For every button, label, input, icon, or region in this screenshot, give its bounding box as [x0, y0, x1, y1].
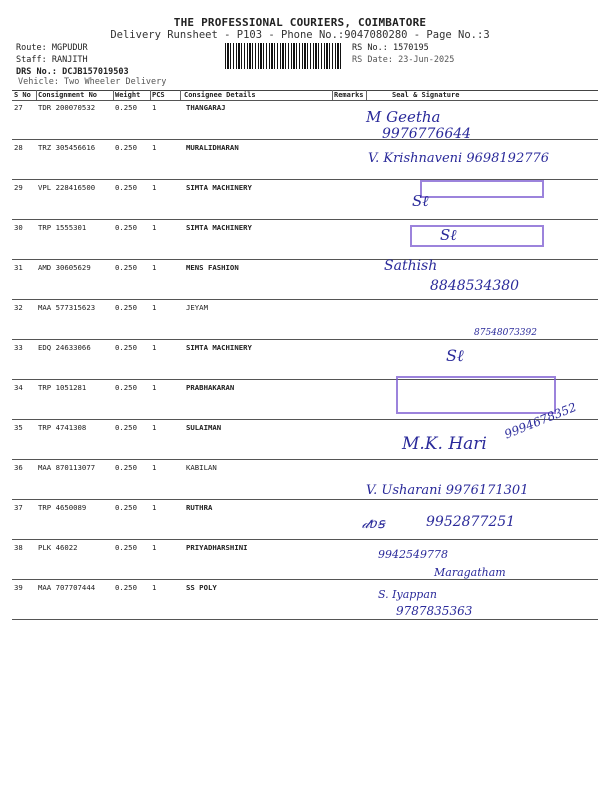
table-top-rule: [12, 90, 598, 91]
row-rule: [12, 579, 598, 580]
column-separator: [113, 90, 114, 100]
signature-row-38-phone2: 9942549778: [378, 548, 448, 561]
cell-sno: 30: [14, 223, 23, 232]
cell-weight: 0.250: [115, 463, 137, 472]
barcode: [225, 43, 343, 69]
cell-weight: 0.250: [115, 263, 137, 272]
signature-row-31-name: Sathish: [384, 258, 438, 274]
row-rule: [12, 139, 598, 140]
cell-weight: 0.250: [115, 423, 137, 432]
signature-row-39-phone: 9787835363: [396, 604, 473, 618]
cell-sno: 38: [14, 543, 23, 552]
column-header: PCS: [152, 91, 165, 99]
row-rule: [12, 499, 598, 500]
route-label: Route:: [16, 43, 47, 53]
cell-consignee: MENS FASHION: [186, 263, 239, 272]
cell-pcs: 1: [152, 583, 157, 592]
cell-consignee: KABILAN: [186, 463, 217, 472]
cell-cno: TRP 4650089: [38, 503, 87, 512]
cell-weight: 0.250: [115, 343, 137, 352]
cell-sno: 35: [14, 423, 23, 432]
row-rule: [12, 619, 598, 620]
row-rule: [12, 459, 598, 460]
rs-date-label: RS Date:: [352, 55, 393, 65]
drs-value: DCJB157019503: [62, 67, 129, 77]
staff-value: RANJITH: [51, 55, 88, 65]
row-rule: [12, 259, 598, 260]
route-line: [16, 43, 88, 53]
signature-row-27-phone: 9976776644: [382, 126, 472, 142]
staff-label: Staff:: [16, 55, 47, 65]
cell-weight: 0.250: [115, 583, 137, 592]
cell-pcs: 1: [152, 423, 157, 432]
signature-row-35-phone: 9994678352: [502, 399, 579, 442]
table-header-rule: [12, 100, 598, 101]
cell-cno: PLK 46022: [38, 543, 78, 552]
staff-line: [16, 55, 88, 65]
rs-date-value: 23-Jun-2025: [398, 55, 455, 65]
cell-sno: 36: [14, 463, 23, 472]
cell-cno: TRZ 305456616: [38, 143, 96, 152]
cell-consignee: SULAIMAN: [186, 423, 222, 432]
signature-row-27-name: M Geetha: [366, 108, 441, 126]
cell-consignee: PRABHAKARAN: [186, 383, 235, 392]
cell-sno: 32: [14, 303, 23, 312]
cell-pcs: 1: [152, 223, 157, 232]
cell-sno: 39: [14, 583, 23, 592]
cell-sno: 31: [14, 263, 23, 272]
vehicle-line: Vehicle: Two Wheeler Delivery: [18, 77, 167, 87]
cell-weight: 0.250: [115, 103, 137, 112]
cell-weight: 0.250: [115, 303, 137, 312]
cell-pcs: 1: [152, 303, 157, 312]
drs-label: DRS No.:: [16, 67, 57, 77]
seal-stamp-row-34: [396, 376, 556, 414]
cell-weight: 0.250: [115, 223, 137, 232]
cell-weight: 0.250: [115, 503, 137, 512]
row-rule: [12, 299, 598, 300]
seal-stamp-row-30: [410, 225, 544, 247]
cell-cno: EDQ 24633066: [38, 343, 91, 352]
cell-pcs: 1: [152, 463, 157, 472]
column-separator: [180, 90, 181, 100]
column-separator: [36, 90, 37, 100]
signature-row-38-name: Maragatham: [434, 566, 506, 579]
cell-pcs: 1: [152, 343, 157, 352]
cell-sno: 28: [14, 143, 23, 152]
rs-no-label: RS No.:: [352, 43, 388, 53]
cell-pcs: 1: [152, 263, 157, 272]
rs-date-line: [352, 55, 454, 65]
cell-cno: VPL 228416500: [38, 183, 96, 192]
cell-consignee: SS POLY: [186, 583, 217, 592]
cell-consignee: SIMTA MACHINERY: [186, 343, 252, 352]
cell-sno: 34: [14, 383, 23, 392]
rs-no-value: 1570195: [392, 43, 429, 53]
cell-weight: 0.250: [115, 543, 137, 552]
row-rule: [12, 219, 598, 220]
cell-sno: 29: [14, 183, 23, 192]
cell-consignee: SIMTA MACHINERY: [186, 223, 252, 232]
cell-consignee: THANGARAJ: [186, 103, 226, 112]
cell-sno: 27: [14, 103, 23, 112]
cell-cno: TRP 1051281: [38, 383, 87, 392]
cell-cno: MAA 707707444: [38, 583, 96, 592]
signature-row-28: V. Krishnaveni 9698192776: [368, 151, 550, 166]
cell-consignee: RUTHRA: [186, 503, 213, 512]
drs-line: [16, 67, 129, 77]
signature-row-30-scribble: Ѕℓ: [440, 226, 457, 244]
signature-row-38-scribble: 𝒹ɐꞩ: [362, 516, 385, 532]
signature-row-35-name: M.K. Hari: [402, 434, 487, 454]
column-header: Consignment No: [38, 91, 98, 99]
cell-consignee: SIMTA MACHINERY: [186, 183, 252, 192]
signature-row-29-scribble: Ѕℓ: [412, 192, 429, 210]
cell-pcs: 1: [152, 503, 157, 512]
runsheet-subtitle: Delivery Runsheet - P103 - Phone No.:9047080280 - Page No.:3: [110, 29, 490, 41]
signature-row-31-phone: 8848534380: [430, 278, 520, 294]
row-rule: [12, 539, 598, 540]
row-rule: [12, 339, 598, 340]
cell-weight: 0.250: [115, 383, 137, 392]
cell-cno: MAA 870113077: [38, 463, 96, 472]
cell-pcs: 1: [152, 383, 157, 392]
signature-row-33-phone: 87548073392: [474, 328, 537, 338]
cell-pcs: 1: [152, 103, 157, 112]
cell-consignee: JEYAM: [186, 303, 208, 312]
column-header: Consignee Details: [184, 91, 256, 99]
cell-pcs: 1: [152, 543, 157, 552]
cell-pcs: 1: [152, 183, 157, 192]
cell-sno: 33: [14, 343, 23, 352]
column-header: Weight: [115, 91, 141, 99]
cell-cno: TRP 4741308: [38, 423, 87, 432]
column-separator: [150, 90, 151, 100]
column-separator: [332, 90, 333, 100]
cell-cno: TDR 200070532: [38, 103, 96, 112]
cell-pcs: 1: [152, 143, 157, 152]
cell-weight: 0.250: [115, 143, 137, 152]
column-header: Remarks: [334, 91, 364, 99]
signature-row-38-phone: 9952877251: [426, 514, 516, 530]
cell-sno: 37: [14, 503, 23, 512]
column-separator: [366, 90, 367, 100]
signature-row-37: V. Usharani 9976171301: [366, 483, 529, 498]
company-title: THE PROFESSIONAL COURIERS, COIMBATORE: [173, 16, 427, 29]
cell-consignee: PRIYADHARSHINI: [186, 543, 248, 552]
cell-weight: 0.250: [115, 183, 137, 192]
seal-stamp-row-29: [420, 180, 544, 198]
rs-no-line: [352, 43, 429, 53]
column-header: Seal & Signature: [392, 91, 460, 99]
cell-cno: TRP 1555301: [38, 223, 87, 232]
column-header: S No: [14, 91, 31, 99]
cell-cno: AMD 30605629: [38, 263, 91, 272]
signature-row-39-name: S. Iyappan: [378, 588, 437, 601]
route-value: MGPUDUR: [51, 43, 88, 53]
signature-row-33-scribble: Ѕℓ: [446, 346, 464, 365]
cell-cno: MAA 577315623: [38, 303, 96, 312]
cell-consignee: MURALIDHARAN: [186, 143, 239, 152]
row-rule: [12, 419, 598, 420]
